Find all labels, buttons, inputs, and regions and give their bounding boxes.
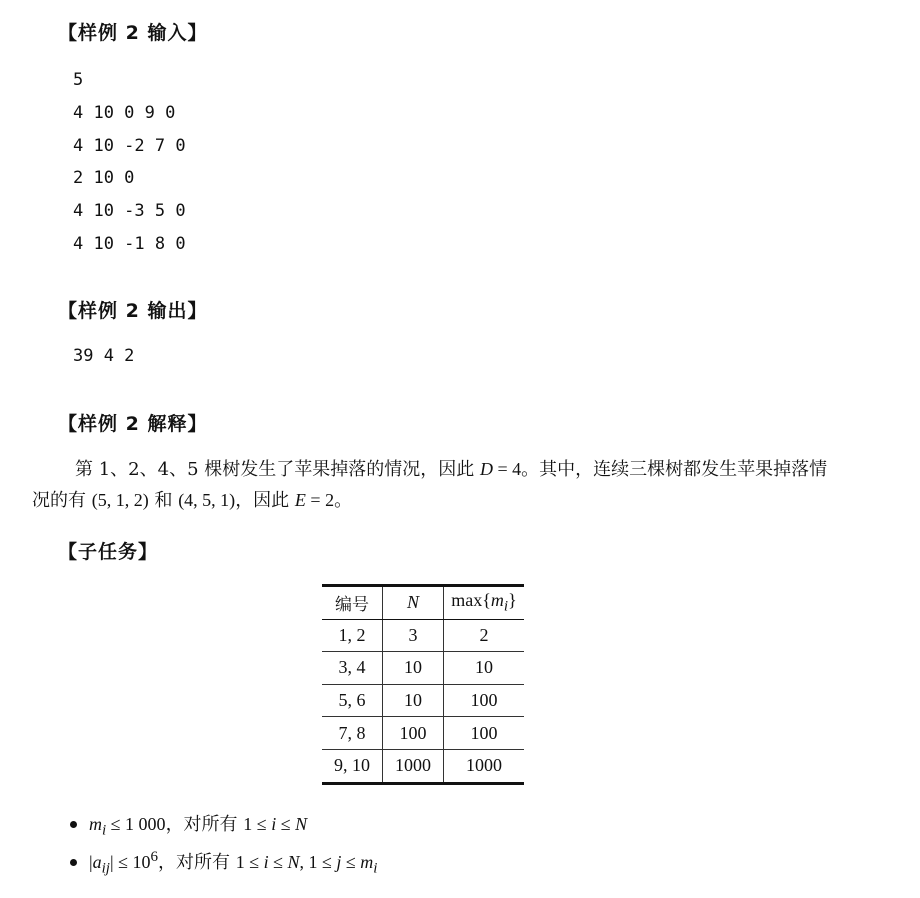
subtasks-heading: 【子任务】 <box>58 541 159 563</box>
cell-max: 10 <box>444 652 525 685</box>
constraint-item: $|a_{ij}| \le 10^6$，对所有 1 ≤ i ≤ N, $1 \le j \le m_i$ <box>70 841 377 874</box>
sample-input-line: 4 10 -3 5 0 <box>73 201 186 222</box>
subtask-table <box>322 584 524 785</box>
bullet-dot-icon <box>70 821 77 828</box>
table-header-row <box>322 586 524 620</box>
cell-max: 100 <box>444 684 525 717</box>
table-row <box>322 652 524 685</box>
cell-id: 7, 8 <box>322 717 383 750</box>
sample-input-heading: 【样例 2 输入】 <box>58 22 208 44</box>
table-row <box>322 717 524 750</box>
table-row <box>322 619 524 652</box>
cell-n: 10 <box>383 684 444 717</box>
sample-output-line: 39 4 2 <box>73 346 135 366</box>
table-row <box>322 684 524 717</box>
cell-max: 1000 <box>466 755 502 776</box>
cell-id: 3, 4 <box>322 652 383 685</box>
sample-input-block <box>73 64 186 261</box>
cell-id: 1, 2 <box>322 619 383 652</box>
sample-input-line: 2 10 0 <box>73 168 135 189</box>
sample-output-block <box>73 340 134 373</box>
cell-n: 10 <box>383 652 444 685</box>
cell-id: 9, 10 <box>322 749 383 783</box>
cell-n: 3 <box>383 619 444 652</box>
cell-n: 1000 <box>383 749 444 783</box>
constraints-list <box>70 808 378 877</box>
table-row <box>322 749 524 783</box>
col-header-max: $\max\{m_i\}$ <box>444 586 525 620</box>
explanation-paragraph: 第 1、2、4、5 棵树发生了苹果掉落的情况，因此 D = 4。其中，连续三棵树都发生苹果掉落情况的有 (5, 1, 2) 和 (4, 5, 1)，因此 E = 2。 <box>32 459 828 511</box>
explanation-heading: 【样例 2 解释】 <box>58 413 208 435</box>
sample-output-heading: 【样例 2 输出】 <box>58 300 208 322</box>
sample-input-line: 5 <box>73 70 84 90</box>
sample-input-line: 4 10 -2 7 0 <box>73 135 186 156</box>
cell-n: 100 <box>383 717 444 750</box>
cell-max: 100 <box>444 717 525 750</box>
cell-id: 5, 6 <box>322 684 383 717</box>
constraint-item: $m_i \le 1$ 000，对所有 1 ≤ i ≤ N <box>70 808 377 841</box>
sample-input-line: 4 10 -1 8 0 <box>73 233 186 254</box>
col-header-id: 编号 <box>322 586 383 620</box>
cell-max: 2 <box>444 619 525 652</box>
col-header-n: N <box>383 586 444 620</box>
sample-input-line: 4 10 0 9 0 <box>73 102 176 123</box>
bullet-dot-icon <box>70 859 77 866</box>
